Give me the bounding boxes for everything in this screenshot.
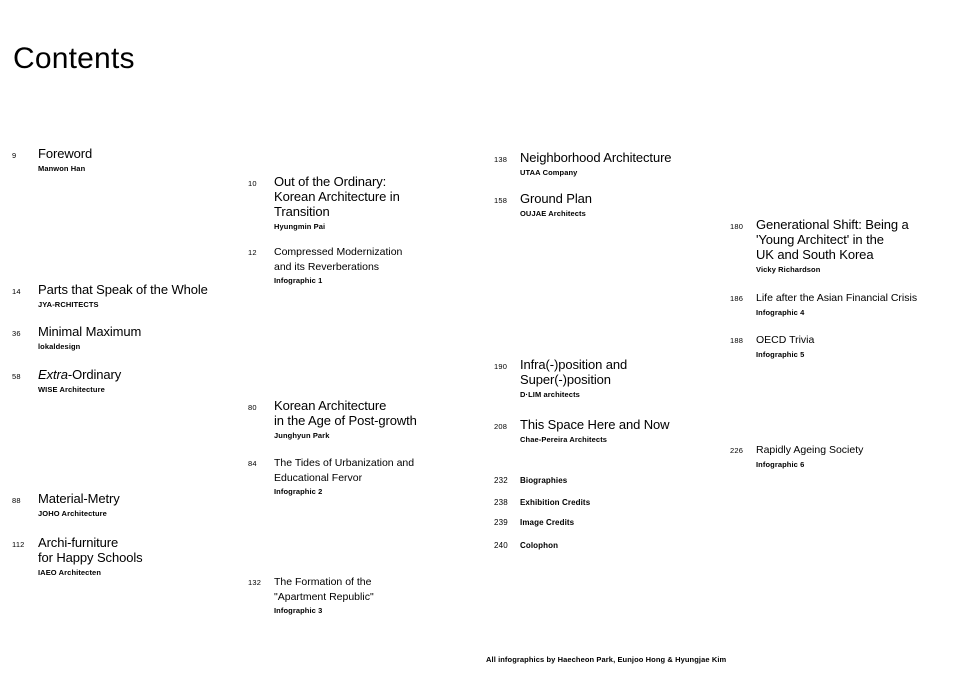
entry-text [756, 333, 814, 359]
entry-page-number: 132 [248, 578, 262, 587]
entry-page-number: 36 [12, 329, 21, 338]
entry-title-part: The Formation of the [274, 576, 372, 588]
toc-entry [494, 498, 590, 508]
entry-text [38, 282, 208, 309]
toc-entry [248, 245, 402, 285]
entry-title-part: Image Credits [520, 518, 575, 527]
entry-title-part: This Space Here and Now [520, 417, 670, 432]
entry-title-part: Foreword [38, 146, 93, 161]
toc-entry [730, 333, 814, 359]
entry-page-number: 158 [494, 196, 508, 205]
toc-entry [12, 324, 141, 351]
entry-title-line [520, 476, 567, 486]
entry-page-number: 186 [730, 294, 744, 303]
entry-text [520, 541, 558, 551]
entry-title-line [756, 247, 909, 262]
entry-title-line [274, 204, 400, 219]
entry-text [520, 476, 567, 486]
entry-title-line [520, 541, 558, 551]
entry-page-number: 180 [730, 222, 744, 231]
entry-text [38, 491, 120, 518]
entry-text [38, 367, 121, 394]
entry-title-part: Infra(-)position and [520, 357, 628, 372]
entry-title-line [38, 146, 92, 161]
entry-text [274, 245, 402, 285]
entry-title-line [38, 550, 143, 565]
entry-title-part: OECD Trivia [756, 334, 815, 346]
entry-page-number: 84 [248, 459, 257, 468]
entry-title-part: Minimal Maximum [38, 324, 142, 339]
toc-entry [494, 357, 627, 399]
entry-author: Chae-Pereira Architects [520, 435, 608, 444]
entry-title-part: Rapidly Ageing Society [756, 444, 864, 456]
entry-text [274, 174, 400, 231]
entry-title-line [274, 245, 402, 260]
entry-title-part: Korean Architecture [274, 398, 387, 413]
entry-text [274, 398, 417, 440]
toc-entry [248, 575, 374, 615]
entry-author: Manwon Han [38, 164, 86, 173]
toc-entry [494, 476, 567, 486]
entry-page-number: 190 [494, 362, 508, 371]
toc-entry [248, 174, 400, 231]
entry-author: Infographic 3 [274, 606, 323, 615]
entry-page-number: 9 [12, 151, 17, 160]
entry-text [38, 324, 141, 351]
entry-title-part: Generational Shift: Being a [756, 217, 909, 232]
entry-title-part: Exhibition Credits [520, 498, 591, 507]
entry-title-part: Archi-furniture [38, 535, 119, 550]
entry-text [274, 575, 374, 615]
entry-title-part: Transition [274, 204, 330, 219]
entry-text [520, 357, 627, 399]
entry-text [274, 456, 414, 496]
entry-title-line [274, 471, 414, 486]
entry-page-number: 88 [12, 496, 21, 505]
entry-text [38, 146, 92, 173]
entry-author: JOHO Architecture [38, 509, 107, 518]
entry-title-part: Material-Metry [38, 491, 120, 506]
entry-title-part: Neighborhood Architecture [520, 150, 672, 165]
entry-author: Junghyun Park [274, 431, 330, 440]
page-title: Contents [13, 42, 135, 76]
entry-page-number: 240 [494, 541, 508, 550]
entry-title-line [38, 367, 121, 382]
entry-title-part: Parts that Speak of the Whole [38, 282, 208, 297]
entry-author: Infographic 4 [756, 307, 805, 317]
entry-title-line [274, 260, 402, 275]
entry-title-part: -Ordinary [67, 367, 122, 382]
entry-title-part: Life after the Asian Financial Crisis [756, 292, 918, 304]
entry-title-line [756, 232, 909, 247]
entry-title-line [274, 456, 414, 471]
toc-entry [494, 150, 671, 177]
entry-text [520, 417, 669, 444]
entry-page-number: 226 [730, 446, 744, 455]
entry-title-part: The Tides of Urbanization and [274, 457, 415, 469]
entry-title-line [274, 413, 417, 428]
toc-entry [248, 456, 414, 496]
entry-text [520, 498, 590, 508]
toc-entry [494, 541, 558, 551]
toc-entry [730, 291, 917, 317]
toc-entry [12, 367, 121, 394]
entry-title-part: 'Young Architect' in the [756, 232, 884, 247]
entry-title-part: UK and South Korea [756, 247, 874, 262]
entry-author: Infographic 6 [756, 459, 805, 469]
entry-page-number: 138 [494, 155, 508, 164]
entry-text [520, 150, 671, 177]
entry-text [756, 443, 863, 469]
entry-title-line [520, 191, 592, 206]
entry-author: JYA-RCHITECTS [38, 300, 99, 309]
entry-title-line [520, 417, 669, 432]
entry-title-part: "Apartment Republic" [274, 590, 374, 603]
entry-author: IAEO Architecten [38, 568, 102, 577]
entry-title-part: Super(-)position [520, 372, 611, 387]
entry-title-line [756, 333, 814, 348]
entry-page-number: 12 [248, 248, 257, 257]
entry-title-line [756, 217, 909, 232]
entry-text [756, 291, 917, 317]
entry-title-part: Out of the Ordinary: [274, 174, 387, 189]
entry-title-line [274, 590, 374, 605]
entry-page-number: 238 [494, 498, 508, 507]
entry-title-part: and its Reverberations [274, 260, 380, 273]
entry-author: UTAA Company [520, 168, 578, 177]
entry-author: Infographic 5 [756, 349, 805, 359]
entry-title-part: Korean Architecture in [274, 189, 400, 204]
entry-page-number: 239 [494, 518, 508, 527]
entry-author: lokaldesign [38, 342, 81, 351]
entry-text [38, 535, 143, 577]
toc-entry [494, 191, 592, 218]
entry-author: WISE Architecture [38, 385, 105, 394]
entry-title-part: in the Age of Post-growth [274, 413, 417, 428]
entry-title-line [38, 324, 141, 339]
entry-author: OUJAE Architects [520, 209, 586, 218]
entry-title-line [520, 518, 574, 528]
entry-page-number: 80 [248, 403, 257, 412]
entry-author: Hyungmin Pai [274, 222, 326, 231]
toc-entry [494, 417, 669, 444]
toc-entry [12, 535, 143, 577]
entry-text [756, 217, 909, 274]
entry-title-line [38, 491, 120, 506]
toc-entry [248, 398, 417, 440]
entry-title-line [274, 398, 417, 413]
entry-author: Infographic 2 [274, 487, 323, 496]
toc-entry [730, 217, 909, 274]
entry-author: Vicky Richardson [756, 265, 821, 274]
entry-text [520, 518, 574, 528]
toc-entry [12, 491, 120, 518]
toc-entry [494, 518, 574, 528]
entry-title-part: Colophon [520, 541, 559, 550]
entry-title-line [38, 535, 143, 550]
entry-page-number: 112 [12, 540, 25, 549]
entry-title-line [38, 282, 208, 297]
toc-entry [730, 443, 863, 469]
entry-title-line [274, 174, 400, 189]
entry-page-number: 188 [730, 336, 744, 345]
entry-page-number: 232 [494, 476, 508, 485]
entry-author: Infographic 1 [274, 276, 323, 285]
entry-page-number: 208 [494, 422, 508, 431]
entry-title-line [756, 291, 917, 306]
entry-page-number: 10 [248, 179, 257, 188]
entry-title-line [274, 575, 374, 590]
entry-title-part: Educational Fervor [274, 471, 363, 484]
infographics-credit: All infographics by Haecheon Park, Eunjoo Hong & Hyungjae Kim [486, 655, 727, 664]
toc-entry [12, 282, 208, 309]
entry-title-line [520, 372, 627, 387]
entry-title-line [274, 189, 400, 204]
entry-title-part: for Happy Schools [38, 550, 143, 565]
entry-title-italic: Extra [38, 367, 68, 382]
entry-page-number: 14 [12, 287, 21, 296]
entry-text [520, 191, 592, 218]
entry-page-number: 58 [12, 372, 21, 381]
entry-author: D·LIM architects [520, 390, 580, 399]
entry-title-line [756, 443, 863, 458]
toc-entry [12, 146, 92, 173]
entry-title-part: Compressed Modernization [274, 246, 403, 258]
entry-title-line [520, 498, 590, 508]
entry-title-part: Biographies [520, 476, 568, 485]
entry-title-part: Ground Plan [520, 191, 592, 206]
entry-title-line [520, 357, 627, 372]
entry-title-line [520, 150, 671, 165]
